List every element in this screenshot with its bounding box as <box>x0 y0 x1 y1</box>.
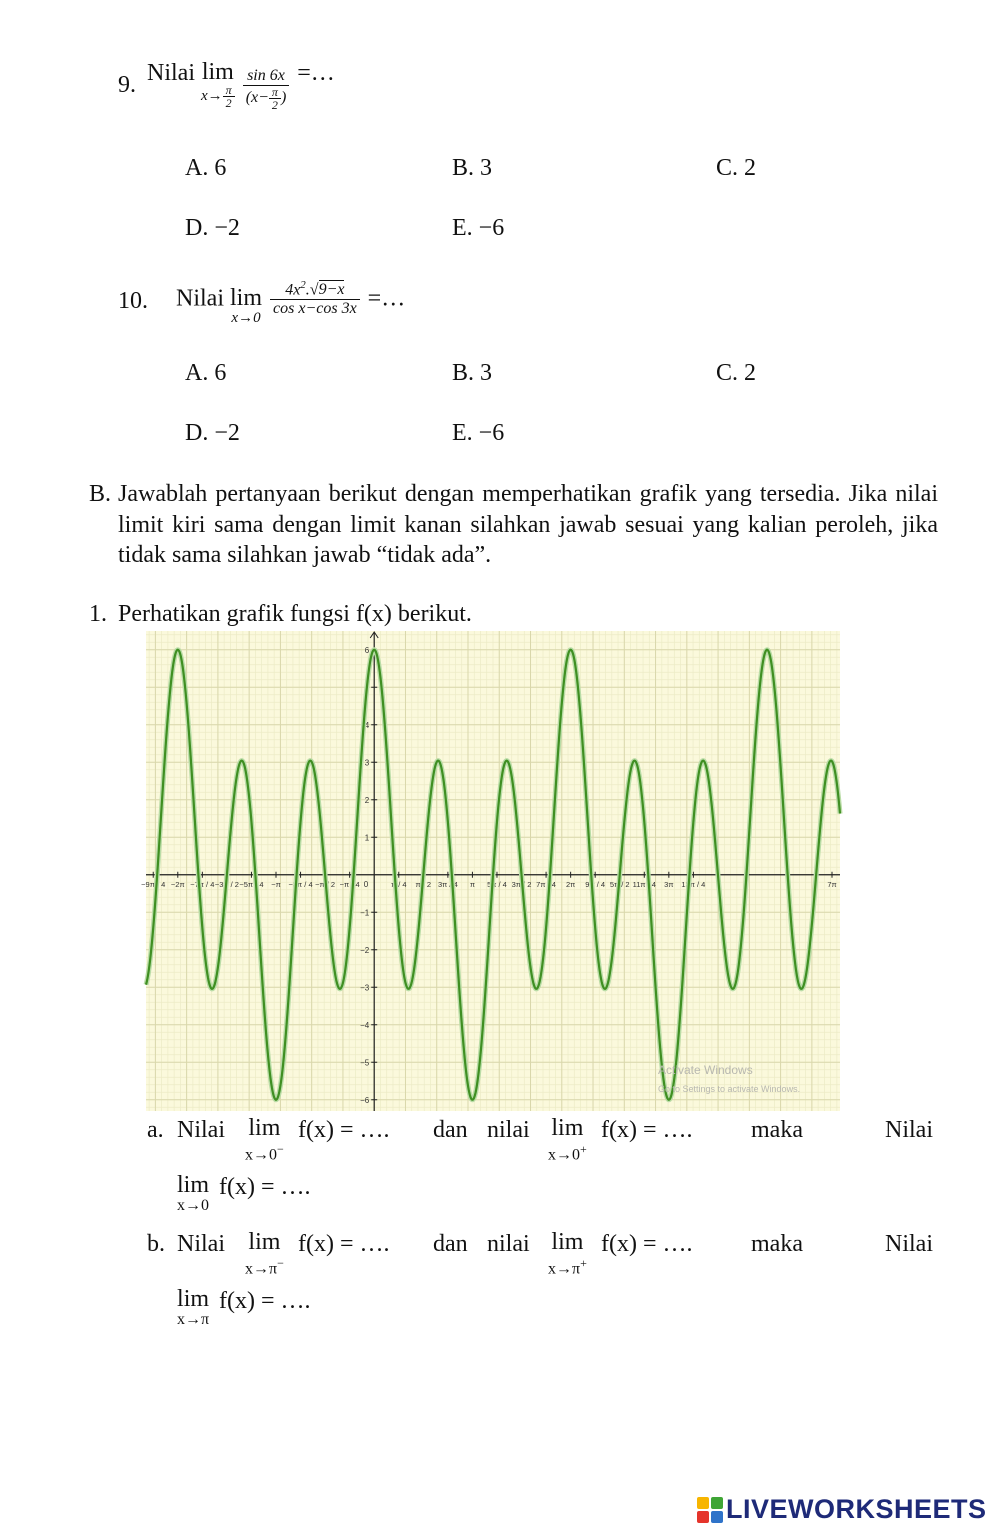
part-b-left-value[interactable]: f(x) = …. <box>298 1231 390 1257</box>
x-tick-label: π <box>469 879 476 889</box>
q10-prompt <box>176 276 405 326</box>
q9-lim-word: lim <box>201 59 234 85</box>
q10-option-b[interactable]: B. 3 <box>452 360 493 386</box>
q10-number: 10. <box>118 288 148 314</box>
x-tick-label: 3π / 2 <box>511 879 532 889</box>
y-tick-label: −5 <box>360 1058 370 1068</box>
part-a-final-value[interactable]: f(x) = …. <box>219 1174 311 1200</box>
part-b-left-limit: lim x→π− <box>245 1229 284 1278</box>
x-tick-label: 11π / 4 <box>632 879 656 889</box>
q9-limit <box>201 60 235 109</box>
part-b-final-limit: lim x→π <box>177 1286 210 1328</box>
part-a-left-limit: lim x→0− <box>245 1115 284 1164</box>
q9-number: 9. <box>118 72 136 98</box>
part-a-label: a. <box>147 1117 164 1143</box>
watermark-sub: Go to Settings to activate Windows. <box>658 1084 801 1094</box>
y-tick-label: −1 <box>360 908 370 918</box>
q9-option-c[interactable]: C. 2 <box>716 155 757 181</box>
q10-numerator: $4x^2.√9-x$ <box>285 279 345 299</box>
part-b-right-value[interactable]: f(x) = …. <box>601 1231 693 1257</box>
q9-tail: =… <box>297 60 335 86</box>
part-b-right-limit: lim x→π+ <box>548 1229 587 1278</box>
q10-lead: Nilai <box>176 285 224 312</box>
x-tick-label: 7π <box>827 879 837 889</box>
x-tick-label: 3π / 4 <box>437 879 458 889</box>
q9-denominator: (x− $\frac{\pi}{2}$ ) <box>243 85 290 111</box>
logo-grid-icon <box>697 1497 723 1523</box>
part-a-nilai: nilai <box>487 1117 530 1143</box>
y-tick-label: −3 <box>360 983 370 993</box>
x-tick-label: −π / 2 <box>315 879 336 889</box>
part-a-right-limit: lim x→0+ <box>548 1115 587 1164</box>
q9-lim-pi: π <box>225 83 232 97</box>
y-tick-label: 3 <box>364 758 370 768</box>
part-a-left-value[interactable]: f(x) = …. <box>298 1117 390 1143</box>
q10-option-a[interactable]: A. 6 <box>185 360 227 386</box>
x-tick-label: 13π / 4 <box>681 879 706 889</box>
x-tick-label: −2π <box>170 879 185 889</box>
part-b-dan: dan <box>433 1231 468 1257</box>
q9-lead: Nilai <box>147 60 195 86</box>
question-1-text: Perhatikan grafik fungsi f(x) berikut. <box>118 601 472 627</box>
logo-text: LIVEWORKSHEETS <box>726 1494 987 1524</box>
q9-lim-two: 2 <box>223 96 235 109</box>
x-tick-label: −3π / 4 <box>288 879 313 889</box>
q10-limit <box>230 286 262 326</box>
x-tick-label: π / 4 <box>390 879 407 889</box>
part-a-lead: Nilai <box>177 1117 225 1143</box>
q9-prompt <box>147 58 335 111</box>
part-b-final-value[interactable]: f(x) = …. <box>219 1288 311 1314</box>
liveworksheets-logo <box>697 1494 987 1525</box>
q9-fraction <box>243 67 290 111</box>
y-tick-label: 2 <box>364 795 370 805</box>
section-b-label: B. <box>89 481 112 507</box>
x-tick-label: 7π / 4 <box>536 879 556 889</box>
q10-option-e[interactable]: E. −6 <box>452 420 505 446</box>
x-tick-label: 2π <box>565 879 576 889</box>
y-tick-label: 6 <box>364 645 370 655</box>
y-tick-label: 4 <box>364 720 370 730</box>
question-1-number: 1. <box>89 601 107 627</box>
q9-option-b[interactable]: B. 3 <box>452 155 493 181</box>
q9-option-d[interactable]: D. −2 <box>185 215 240 241</box>
origin-label: 0 <box>363 879 369 889</box>
part-b-label: b. <box>147 1231 165 1257</box>
part-b-nilai: nilai <box>487 1231 530 1257</box>
q10-denominator: cos x−cos 3x <box>270 299 360 318</box>
y-tick-label: 1 <box>364 833 370 843</box>
q10-lim-sub: x→0 <box>231 310 261 326</box>
x-tick-label: −5π / 4 <box>239 879 264 889</box>
part-a-nilai2: Nilai <box>885 1117 933 1143</box>
part-b-nilai2: Nilai <box>885 1231 933 1257</box>
x-tick-label: 5π / 2 <box>609 879 630 889</box>
function-graph <box>141 631 840 1111</box>
x-tick-label: −7π / 4 <box>190 879 215 889</box>
watermark-title: Activate Windows <box>658 1063 753 1077</box>
y-tick-label: −4 <box>360 1020 370 1030</box>
q9-lim-sub: x→ <box>201 87 223 104</box>
q10-tail: =… <box>367 285 406 312</box>
y-tick-label: −6 <box>360 1095 370 1105</box>
x-tick-label: 3π <box>664 879 674 889</box>
x-tick-label: π / 2 <box>415 879 432 889</box>
y-tick-label: 5 <box>364 683 370 693</box>
x-tick-label: −3π / 2 <box>214 879 239 889</box>
part-a-right-value[interactable]: f(x) = …. <box>601 1117 693 1143</box>
x-tick-label: −π <box>271 879 281 889</box>
part-a-dan: dan <box>433 1117 468 1143</box>
q10-fraction <box>270 276 360 318</box>
part-a-final-limit: lim x→0 <box>177 1172 210 1214</box>
section-b-instructions: Jawablah pertanyaan berikut dengan memperhatikan grafik yang tersedia. Jika nilai limit kiri sama dengan limit kanan silahkan jawab sesuai yang kalian peroleh, jika tidak sama silahkan jawab “tidak ada”. <box>118 481 938 568</box>
q9-option-e[interactable]: E. −6 <box>452 215 505 241</box>
y-tick-label: −2 <box>360 945 370 955</box>
x-tick-label: −π / 4 <box>339 879 360 889</box>
x-tick-label: 9π / 4 <box>585 879 606 889</box>
part-b-maka: maka <box>751 1231 803 1257</box>
x-tick-label: 5π / 4 <box>487 879 507 889</box>
q9-numerator: sin 6x <box>247 66 285 84</box>
x-tick-label: −9π / 4 <box>141 879 166 889</box>
q10-option-c[interactable]: C. 2 <box>716 360 757 386</box>
q10-lim-word: lim <box>230 285 263 311</box>
q9-option-a[interactable]: A. 6 <box>185 155 227 181</box>
part-a-maka: maka <box>751 1117 803 1143</box>
part-b-lead: Nilai <box>177 1231 225 1257</box>
q10-option-d[interactable]: D. −2 <box>185 420 240 446</box>
